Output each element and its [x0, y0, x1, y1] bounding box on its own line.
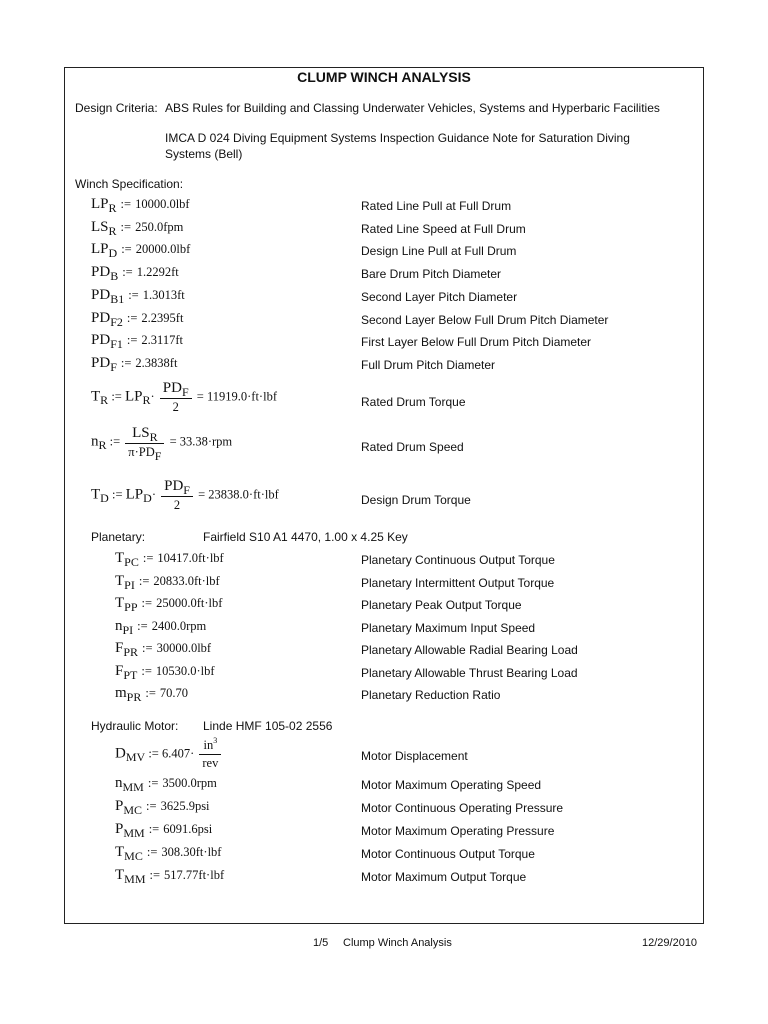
planetary-model: Fairfield S10 A1 4470, 1.00 x 4.25 Key [203, 530, 408, 544]
motor-displacement-formula: DMV := 6.407· $\frac{in^3}{\text{rev}}$ [115, 738, 223, 771]
rated-drum-speed-formula: nR := $\frac{\text{LSR}}{\text{π·PDF}}$ = 33.38·rpm [91, 425, 233, 463]
footer-date: 12/29/2010 [642, 937, 698, 949]
definition-pdf2: PDF2 := 2.2395ft [91, 309, 184, 329]
definition-tmc: TMC := 308.30ft·lbf [115, 843, 222, 863]
definition-tpc: TPC := 10417.0ft·lbf [115, 550, 224, 569]
definition-desc: Planetary Peak Output Torque [361, 598, 522, 612]
definition-lpr: LPR := 10000.0lbf [91, 196, 190, 215]
definition-desc: Planetary Intermittent Output Torque [361, 575, 555, 590]
definition-desc: Rated Line Speed at Full Drum [361, 221, 526, 236]
definition-desc: Rated Line Pull at Full Drum [361, 199, 512, 213]
definition-desc: Motor Continuous Output Torque [361, 846, 535, 861]
rated-drum-speed-desc: Rated Drum Speed [361, 440, 464, 454]
definition-desc: Planetary Reduction Ratio [361, 688, 501, 702]
definition-desc: Second Layer Pitch Diameter [361, 289, 518, 304]
document-title: CLUMP WINCH ANALYSIS [297, 69, 471, 85]
definition-fpr: FPR := 30000.0lbf [115, 640, 212, 659]
definition-lsr: LSR := 250.0fpm [91, 218, 184, 238]
definition-tmm: TMM := 517.77ft·lbf [115, 866, 225, 886]
footer-page-number: 1/5 [313, 937, 329, 949]
definition-pdb1: PDB1 := 1.3013ft [91, 286, 185, 306]
definition-tpi: TPI := 20833.0ft·lbf [115, 572, 220, 592]
motor-displacement-desc: Motor Displacement [361, 749, 468, 763]
definition-tpp: TPP := 25000.0ft·lbf [115, 595, 223, 614]
winch-spec-heading: Winch Specification: [75, 177, 184, 191]
definition-desc: Design Line Pull at Full Drum [361, 244, 517, 259]
definition-desc: First Layer Below Full Drum Pitch Diameter [361, 335, 592, 350]
design-drum-torque-desc: Design Drum Torque [361, 493, 471, 507]
definition-pmc: PMC := 3625.9psi [115, 797, 210, 817]
definition-mpr: mPR := 70.70 [115, 685, 189, 704]
design-criteria-label: Design Criteria: [75, 101, 158, 115]
definition-desc: Planetary Continuous Output Torque [361, 553, 555, 567]
definition-desc: Motor Continuous Operating Pressure [361, 800, 564, 815]
definition-desc: Motor Maximum Output Torque [361, 869, 527, 884]
rated-drum-torque-desc: Rated Drum Torque [361, 395, 466, 409]
definition-desc: Motor Maximum Operating Pressure [361, 823, 555, 838]
definition-desc: Planetary Allowable Radial Bearing Load [361, 643, 578, 657]
definition-pmm: PMM := 6091.6psi [115, 820, 213, 840]
definition-desc: Planetary Maximum Input Speed [361, 620, 536, 635]
definition-pdf: PDF := 2.3838ft [91, 354, 178, 374]
definition-pdf1: PDF1 := 2.3117ft [91, 332, 183, 352]
footer-doc-title: Clump Winch Analysis [343, 937, 452, 949]
definition-desc: Motor Maximum Operating Speed [361, 778, 542, 792]
design-criteria-imca-line2: Systems (Bell) [165, 147, 243, 161]
hydraulic-motor-label: Hydraulic Motor: [91, 719, 179, 733]
definition-pdb: PDB := 1.2292ft [91, 264, 179, 284]
design-drum-torque-formula: TD := LPD· $\frac{\text{PDF}}{2}$ = 23838.0·ft·lbf [91, 478, 279, 512]
hydraulic-motor-model: Linde HMF 105-02 2556 [203, 719, 333, 733]
definition-npi: nPI := 2400.0rpm [115, 617, 207, 637]
design-criteria-imca-line1: IMCA D 024 Diving Equipment Systems Inspection Guidance Note for Saturation Diving [165, 131, 630, 145]
design-criteria-abs: ABS Rules for Building and Classing Underwater Vehicles, Systems and Hyperbaric Facilities [165, 101, 660, 115]
definition-desc: Bare Drum Pitch Diameter [361, 267, 502, 282]
definition-desc: Second Layer Below Full Drum Pitch Diameter [361, 312, 609, 327]
definition-desc: Full Drum Pitch Diameter [361, 357, 496, 372]
definition-lpd: LPD := 20000.0lbf [91, 241, 191, 261]
definition-desc: Planetary Allowable Thrust Bearing Load [361, 665, 578, 680]
definition-fpt: FPT := 10530.0·lbf [115, 662, 215, 682]
planetary-label: Planetary: [91, 530, 146, 544]
rated-drum-torque-formula: TR := LPR· $\frac{\text{PDF}}{2}$ = 11919.0·ft·lbf [91, 380, 277, 414]
definition-nmm: nMM := 3500.0rpm [115, 775, 217, 794]
